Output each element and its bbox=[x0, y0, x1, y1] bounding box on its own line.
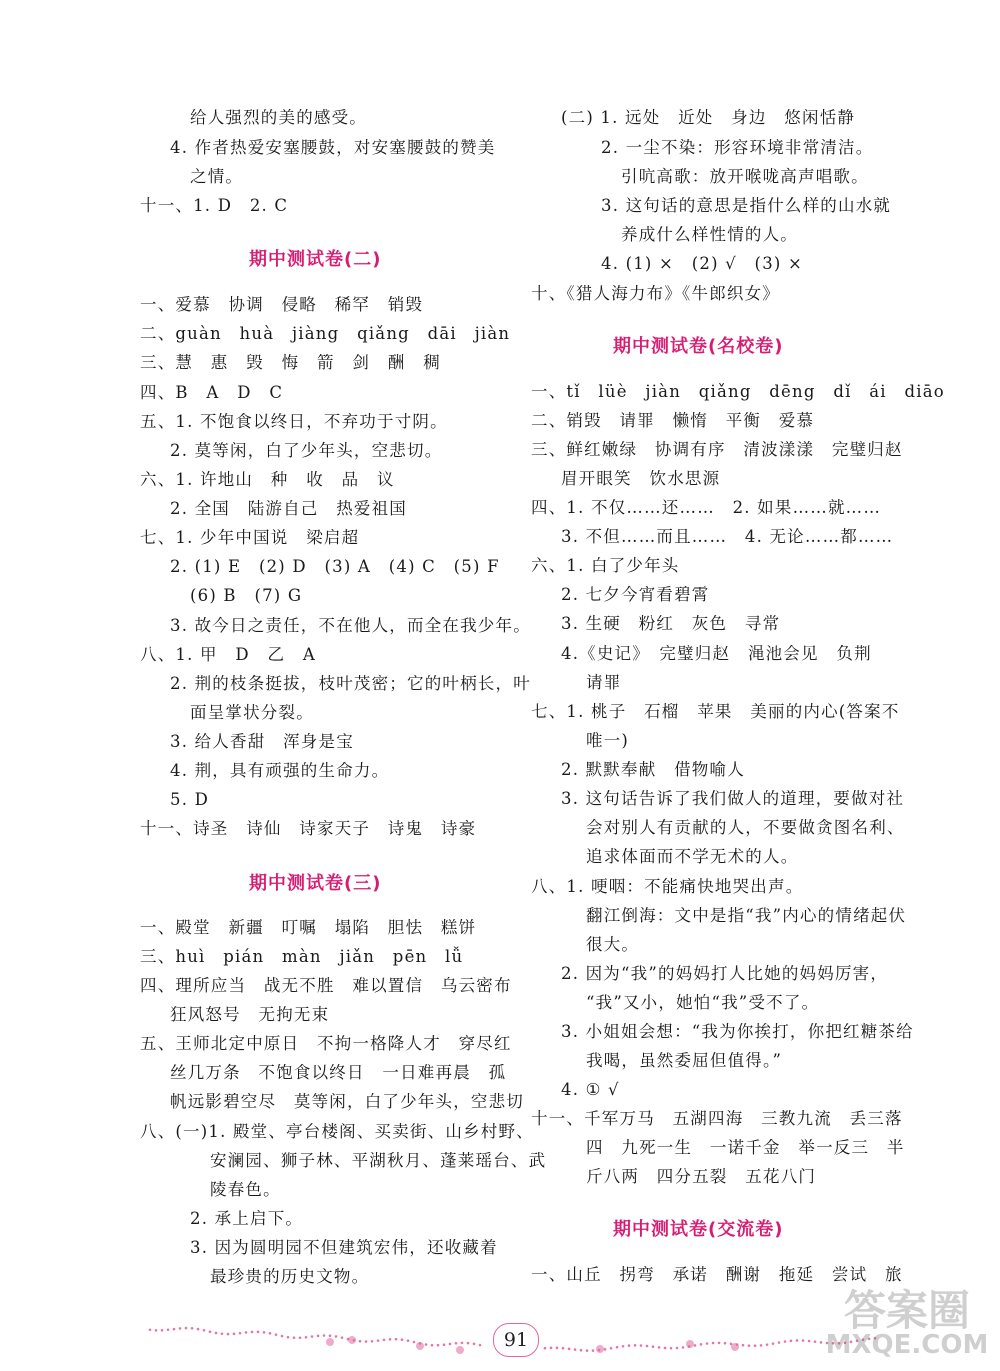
decor-dot bbox=[215, 1332, 218, 1335]
decor-dot bbox=[766, 1343, 769, 1346]
answer-line: 3. 生硬 粉红 灰色 寻常 bbox=[561, 614, 781, 633]
decor-dot bbox=[772, 1342, 775, 1345]
decor-dot bbox=[305, 1336, 308, 1339]
answer-line: 六、1. 白了少年头 bbox=[531, 556, 680, 575]
decor-dot bbox=[748, 1344, 751, 1347]
decor-dot bbox=[670, 1347, 673, 1350]
answer-line: 四、理所应当 战无不胜 难以置信 乌云密布 bbox=[140, 976, 512, 995]
answer-line: 会对别人有贡献的人，不要做贪图名利、 bbox=[586, 818, 905, 837]
decor-dot bbox=[335, 1335, 338, 1338]
answer-line: 三、huì pián màn jiǎn pēn lǚ bbox=[140, 947, 464, 966]
decor-dot bbox=[664, 1347, 667, 1350]
decor-dot bbox=[161, 1329, 164, 1332]
decor-dot bbox=[149, 1328, 152, 1331]
answer-line: 3. 这句话告诉了我们做人的道理，要做对社 bbox=[561, 789, 905, 808]
decor-dot bbox=[323, 1334, 326, 1337]
decor-dot bbox=[676, 1347, 679, 1350]
answer-line: 七、1. 少年中国说 梁启超 bbox=[140, 528, 360, 547]
answer-line: 养成什么样性情的人。 bbox=[621, 225, 798, 244]
answer-line: 3. 给人香甜 浑身是宝 bbox=[170, 732, 354, 751]
decor-dot bbox=[377, 1339, 380, 1342]
section-heading: 期中测试卷(二) bbox=[249, 249, 382, 270]
decor-dot bbox=[221, 1333, 224, 1336]
decor-flower-dot bbox=[326, 1338, 334, 1346]
decor-dot bbox=[580, 1349, 583, 1352]
answer-line: 引吭高歌：放开喉咙高声唱歌。 bbox=[621, 167, 869, 186]
decor-dot bbox=[712, 1342, 715, 1345]
decor-dot bbox=[191, 1327, 194, 1330]
answer-line: 五、1. 不饱食以终日，不弃功于寸阴。 bbox=[140, 412, 448, 431]
answer-line: 唯一) bbox=[586, 731, 630, 750]
decor-dot bbox=[407, 1339, 410, 1342]
decor-dot bbox=[628, 1344, 631, 1347]
decor-dot bbox=[682, 1346, 685, 1349]
decor-dot bbox=[227, 1333, 230, 1336]
decor-dot bbox=[790, 1340, 793, 1343]
answer-line: 很大。 bbox=[586, 935, 640, 954]
answer-line: 4. ① √ bbox=[561, 1080, 620, 1099]
decor-dot bbox=[646, 1345, 649, 1348]
decor-flower-dot bbox=[731, 1343, 739, 1351]
decor-dot bbox=[287, 1336, 290, 1339]
decor-dot bbox=[814, 1340, 817, 1343]
decor-dot bbox=[634, 1344, 637, 1347]
decor-dot bbox=[437, 1344, 440, 1347]
answer-line: 之情。 bbox=[190, 167, 244, 186]
answer-line: 二、guàn huà jiàng qiǎng dāi jiàn bbox=[140, 324, 511, 343]
decor-dot bbox=[179, 1327, 182, 1330]
decor-dot bbox=[622, 1345, 625, 1348]
decor-flower-dot bbox=[596, 1345, 604, 1353]
decor-dot bbox=[718, 1342, 721, 1345]
answer-line: 2. 一尘不染：形容环境非常清洁。 bbox=[601, 138, 874, 157]
decor-dot bbox=[574, 1348, 577, 1351]
answer-line: 2. 全国 陆游自己 热爱祖国 bbox=[170, 499, 407, 518]
decor-dot bbox=[173, 1328, 176, 1331]
watermark-logo bbox=[818, 1272, 996, 1368]
decor-dot bbox=[467, 1342, 470, 1345]
answer-line: 3. 因为圆明园不但建筑宏伟，还收藏着 bbox=[190, 1238, 498, 1257]
answer-line: 2. 莫等闲，白了少年头，空悲切。 bbox=[170, 441, 443, 460]
answer-line: 5. D bbox=[170, 790, 210, 809]
answer-line: 陵春色。 bbox=[210, 1180, 281, 1199]
decor-dot bbox=[796, 1339, 799, 1342]
answer-line: 给人强烈的美的感受。 bbox=[190, 108, 367, 127]
decor-dot bbox=[544, 1347, 547, 1350]
answer-line: 眉开眼笑 饮水思源 bbox=[561, 469, 721, 488]
decor-dot bbox=[562, 1347, 565, 1350]
answer-line: 四 九死一生 一诺千金 举一反三 半 bbox=[586, 1138, 905, 1157]
decor-dot bbox=[395, 1338, 398, 1341]
decor-dot bbox=[167, 1329, 170, 1332]
answer-line: 2. 荆的枝条挺拔，枝叶茂密；它的叶柄长，叶 bbox=[170, 674, 531, 693]
decor-dot bbox=[317, 1335, 320, 1338]
decor-dot bbox=[449, 1343, 452, 1346]
answer-line: 七、1. 桃子 石榴 苹果 美丽的内心(答案不 bbox=[531, 702, 900, 721]
decor-dot bbox=[754, 1344, 757, 1347]
answer-line: 三、鲜红嫩绿 协调有序 清波漾漾 完璧归赵 bbox=[531, 440, 903, 459]
decor-dot bbox=[275, 1333, 278, 1336]
answer-line: 我喝，虽然委屈但值得。” bbox=[586, 1051, 783, 1070]
decor-dot bbox=[658, 1346, 661, 1349]
answer-line: 帆远影碧空尽 莫等闲，白了少年头，空悲切 bbox=[170, 1092, 524, 1111]
decor-dot bbox=[431, 1344, 434, 1347]
decor-dot bbox=[299, 1336, 302, 1339]
decor-dot bbox=[616, 1346, 619, 1349]
answer-line: 一、山丘 拐弯 承诺 酬谢 拖延 尝试 旅 bbox=[531, 1265, 903, 1284]
decor-dot bbox=[550, 1347, 553, 1350]
answer-line: 最珍贵的历史文物。 bbox=[210, 1267, 370, 1286]
answer-line: 2. 承上启下。 bbox=[190, 1209, 304, 1228]
decor-dot bbox=[610, 1347, 613, 1350]
answer-line: (6) B (7) G bbox=[190, 586, 303, 605]
decor-dot bbox=[371, 1340, 374, 1343]
decor-dot bbox=[233, 1333, 236, 1336]
decor-dot bbox=[592, 1349, 595, 1352]
decor-dot bbox=[784, 1340, 787, 1343]
decor-dot bbox=[257, 1331, 260, 1334]
answer-line: 一、殿堂 新疆 叮嘱 塌陷 胆怯 糕饼 bbox=[140, 918, 477, 937]
decor-flower-dot bbox=[686, 1340, 694, 1348]
decor-dot bbox=[197, 1328, 200, 1331]
decor-dot bbox=[724, 1342, 727, 1345]
page-number: 91 bbox=[493, 1323, 539, 1357]
decor-dot bbox=[281, 1335, 284, 1338]
decor-dot bbox=[479, 1344, 482, 1347]
answer-line: (二) 1. 远处 近处 身边 悠闲恬静 bbox=[561, 108, 856, 127]
decor-dot bbox=[586, 1349, 589, 1352]
answer-line: 3. 这句话的意思是指什么样的山水就 bbox=[601, 196, 892, 215]
answer-line: 八、(一)1. 殿堂、亭台楼阁、买卖街、山乡村野、 bbox=[140, 1122, 534, 1141]
answer-line: 翻江倒海：文中是指“我”内心的情绪起伏 bbox=[586, 906, 907, 925]
answer-line: 一、爱慕 协调 侵略 稀罕 销毁 bbox=[140, 295, 424, 314]
answer-line: 四、B A D C bbox=[140, 383, 284, 402]
answer-line: 2. 七夕今宵看碧霄 bbox=[561, 585, 710, 604]
answer-line: 4. (1) × (2) √ (3) × bbox=[601, 254, 804, 273]
answer-line: 十一、诗圣 诗仙 诗家天子 诗鬼 诗豪 bbox=[140, 819, 477, 838]
answer-line: 三、慧 惠 毁 悔 箭 剑 酬 稠 bbox=[140, 353, 441, 372]
answer-line: 一、tǐ lüè jiàn qiǎng dēng dǐ ái diāo bbox=[531, 382, 945, 401]
decor-dot bbox=[556, 1347, 559, 1350]
decor-dot bbox=[401, 1338, 404, 1341]
decor-dot bbox=[640, 1344, 643, 1347]
answer-line: 3. 小姐姐会想：“我为你挨打，你把红糖茶给 bbox=[561, 1022, 914, 1041]
decor-dot bbox=[263, 1331, 266, 1334]
section-heading: 期中测试卷(交流卷) bbox=[613, 1219, 784, 1240]
decor-dot bbox=[239, 1332, 242, 1335]
decor-dot bbox=[425, 1343, 428, 1346]
decor-dot bbox=[209, 1330, 212, 1333]
decor-dot bbox=[341, 1336, 344, 1339]
decor-dot bbox=[652, 1345, 655, 1348]
answer-line: 十一、1. D 2. C bbox=[140, 196, 289, 215]
answer-line: “我”又小，她怕“我”受不了。 bbox=[586, 993, 820, 1012]
decor-dot bbox=[269, 1332, 272, 1335]
answer-line: 狂风怒号 无拘无束 bbox=[170, 1005, 330, 1024]
watermark-line2: MXQE.COM bbox=[825, 1330, 989, 1360]
decor-dot bbox=[155, 1329, 158, 1332]
decor-dot bbox=[245, 1331, 248, 1334]
decor-dot bbox=[455, 1342, 458, 1345]
section-heading: 期中测试卷(名校卷) bbox=[613, 336, 784, 357]
decor-dot bbox=[389, 1338, 392, 1341]
decor-dot bbox=[700, 1343, 703, 1346]
decor-dot bbox=[251, 1331, 254, 1334]
answer-line: 二、销毁 请罪 懒惰 平衡 爱慕 bbox=[531, 411, 815, 430]
decor-dot bbox=[413, 1341, 416, 1344]
answer-line: 六、1. 许地山 种 收 品 议 bbox=[140, 470, 395, 489]
decor-dot bbox=[365, 1340, 368, 1343]
answer-line: 丝几万条 不饱食以终日 一日难再晨 孤 bbox=[170, 1063, 507, 1082]
decor-dot bbox=[706, 1342, 709, 1345]
answer-line: 4. 荆，具有顽强的生命力。 bbox=[170, 761, 390, 780]
answer-line: 4. 作者热爱安塞腰鼓，对安塞腰鼓的赞美 bbox=[170, 138, 496, 157]
decor-dot bbox=[359, 1340, 362, 1343]
answer-line: 2. 默默奉献 借物喻人 bbox=[561, 760, 745, 779]
answer-line: 十、《猎人海力布》《牛郎织女》 bbox=[531, 284, 780, 303]
answer-line: 2. 因为“我”的妈妈打人比她的妈妈厉害， bbox=[561, 964, 889, 983]
decor-flower-dot bbox=[416, 1342, 424, 1350]
decor-dot bbox=[203, 1329, 206, 1332]
answer-line: 追求体面而不学无术的人。 bbox=[586, 847, 799, 866]
answer-line: 八、1. 哽咽：不能痛快地哭出声。 bbox=[531, 877, 804, 896]
decor-dot bbox=[383, 1339, 386, 1342]
answer-line: 十一、千军万马 五湖四海 三教九流 丢三落 bbox=[531, 1109, 903, 1128]
decor-dot bbox=[185, 1327, 188, 1330]
decor-dot bbox=[604, 1348, 607, 1351]
decor-flower-dot bbox=[348, 1336, 356, 1344]
decor-dot bbox=[329, 1334, 332, 1337]
decor-flower-dot bbox=[456, 1346, 464, 1354]
decor-dot bbox=[802, 1339, 805, 1342]
decor-dot bbox=[694, 1344, 697, 1347]
section-heading: 期中测试卷(三) bbox=[249, 873, 382, 894]
answer-line: 五、王师北定中原日 不拘一格降人才 穿尽红 bbox=[140, 1034, 512, 1053]
decor-dot bbox=[742, 1344, 745, 1347]
decor-dot bbox=[760, 1344, 763, 1347]
decor-dot bbox=[473, 1343, 476, 1346]
answer-line: 斤八两 四分五裂 五花八门 bbox=[586, 1167, 817, 1186]
answer-line: 面呈掌状分裂。 bbox=[190, 703, 314, 722]
decor-dot bbox=[311, 1335, 314, 1338]
decor-dot bbox=[808, 1340, 811, 1343]
answer-line: 4.《史记》 完璧归赵 渑池会见 负荆 bbox=[561, 644, 872, 663]
decor-dot bbox=[293, 1336, 296, 1339]
decor-dot bbox=[461, 1342, 464, 1345]
answer-line: 2. (1) E (2) D (3) A (4) C (5) F bbox=[170, 557, 500, 576]
answer-line: 安澜园、狮子林、平湖秋月、蓬莱瑶台、武 bbox=[210, 1151, 547, 1170]
answer-line: 3. 不但……而且…… 4. 无论……都…… bbox=[561, 527, 894, 546]
answer-line: 四、1. 不仅……还…… 2. 如果……就…… bbox=[531, 498, 882, 517]
answer-line: 3. 故今日之责任，不在他人，而全在我少年。 bbox=[170, 616, 531, 635]
watermark-line1: 答案圈 bbox=[843, 1286, 970, 1335]
decor-dot bbox=[778, 1341, 781, 1344]
decor-dot bbox=[568, 1348, 571, 1351]
answer-line: 请罪 bbox=[586, 673, 622, 692]
answer-line: 八、1. 甲 D 乙 A bbox=[140, 645, 317, 664]
decor-dot bbox=[443, 1343, 446, 1346]
